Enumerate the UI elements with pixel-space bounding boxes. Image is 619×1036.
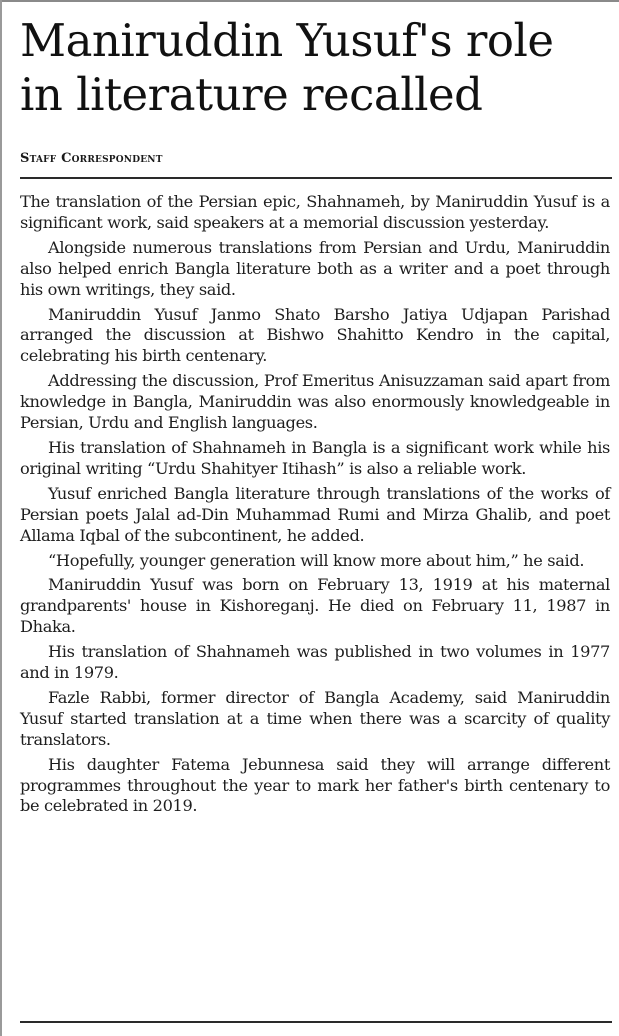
byline: Staff Correspondent xyxy=(20,151,163,166)
clipping-top-border xyxy=(0,0,619,2)
headline xyxy=(20,14,615,122)
article-body xyxy=(20,192,610,821)
article-paragraph: Maniruddin Yusuf Janmo Shato Barsho Jatiya Udjapan Parishad arranged the discussion at Bishwo Shahitto Kendro in the capital, celebrating his birth centenary. xyxy=(20,304,610,366)
article-paragraph: The translation of the Persian epic, Shahnameh, by Maniruddin Yusuf is a significant work, said speakers at a memorial discussion yesterday. xyxy=(20,192,610,232)
headline-line-1: Maniruddin Yusuf's role xyxy=(20,14,554,67)
article-paragraph: His daughter Fatema Jebunnesa said they will arrange different programmes throughout the year to mark her father's birth centenary to be celebrated in 2019. xyxy=(20,754,610,816)
byline-divider xyxy=(20,177,612,179)
article-paragraph: Yusuf enriched Bangla literature through translations of the works of Persian poets Jalal ad-Din Muhammad Rumi and Mirza Ghalib, and poet Allama Iqbal of the subcontinent, he added. xyxy=(20,483,610,545)
article-paragraph: “Hopefully, younger generation will know more about him,” he said. xyxy=(48,550,585,570)
headline-line-2: in literature recalled xyxy=(20,68,483,121)
article-end-rule xyxy=(20,1021,612,1023)
article-paragraph: His translation of Shahnameh in Bangla is a significant work while his original writing “Urdu Shahityer Itihash” is also a reliable work. xyxy=(20,437,610,478)
clipping-left-border xyxy=(0,0,2,1036)
article-paragraph: Alongside numerous translations from Persian and Urdu, Maniruddin also helped enrich Bangla literature both as a writer and a poet through his own writings, they said. xyxy=(20,237,610,299)
article-paragraph: Fazle Rabbi, former director of Bangla Academy, said Maniruddin Yusuf started translation at a time when there was a scarcity of quality translators. xyxy=(20,687,610,749)
article-paragraph: Addressing the discussion, Prof Emeritus Anisuzzaman said apart from knowledge in Bangla, Maniruddin was also enormously knowledgeable in Persian, Urdu and English languages. xyxy=(20,371,610,433)
article-paragraph: His translation of Shahnameh was published in two volumes in 1977 and in 1979. xyxy=(20,642,610,683)
article-paragraph: Maniruddin Yusuf was born on February 13, 1919 at his maternal grandparents' house in Kishoreganj. He died on February 11, 1987 in Dhaka. xyxy=(20,575,610,637)
